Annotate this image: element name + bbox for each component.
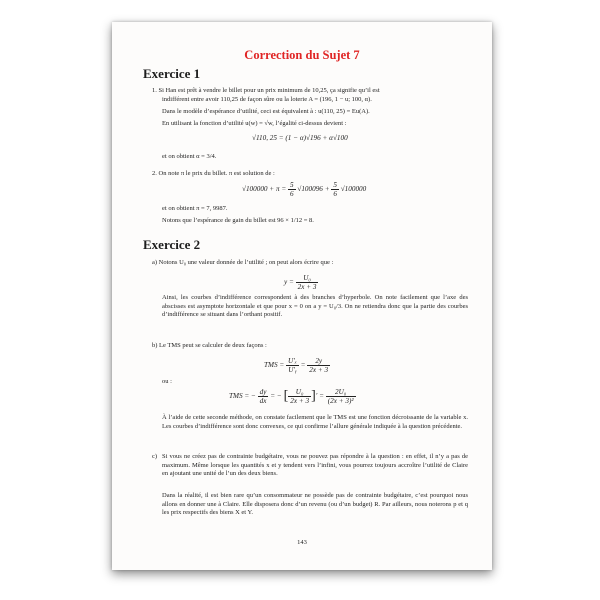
eq3-num: U₀: [296, 274, 319, 283]
eq5-mid: = −: [270, 392, 282, 401]
page-number: 143: [297, 539, 307, 546]
eq2-frac2: [331, 181, 339, 198]
eq5-frac3: [326, 388, 356, 405]
ex2-a-paragraph: Ainsi, les courbes d’indifférence correspondent à des branches d’hyperbole. On note facilement que l’axe des abscisses est asymptote horizontale et que pour x = 0 on a y = U₀/3. On ne retiendra donc que la partie des courbes d’indifférence se situant dans l’orthant positif.: [162, 294, 468, 319]
ex2-a-line1: a) Notons U₀ une valeur donnée de l’utilité ; on peut alors écrire que :: [152, 259, 334, 266]
eq5-frac3-num: 2U₀: [326, 388, 356, 397]
ex1-item1-line3: Dans le modèle d’espérance d’utilité, ceci est équivalent à : u(110, 25) = Eu(A).: [162, 108, 370, 115]
eq2-frac1-den: 6: [290, 190, 294, 198]
ex2-b-paragraph: À l’aide de cette seconde méthode, on constate facilement que le TMS est une fonction décroissante de la variable x. Les courbes d’indifférence sont donc convexes, ce qui confirme l’allure générale indiquée à la question précédente.: [162, 414, 468, 430]
eq3-den: 2x + 3: [297, 283, 317, 291]
eq2-mid: √100096 +: [297, 185, 330, 194]
eq2-right: √100000: [340, 185, 367, 194]
equation-5: [229, 388, 356, 405]
equation-1: √110, 25 = (1 − α)√196 + α√100: [252, 134, 348, 142]
eq5-frac2: [288, 388, 311, 405]
eq4-frac1: [286, 357, 299, 374]
ex1-item2-note: Notons que l’espérance de gain du billet est 96 × 1/12 = 8.: [162, 217, 314, 224]
page-title: Correction du Sujet 7: [244, 48, 360, 62]
ex1-item1-line2: indifférent entre avoir 110,25 de façon sûre ou la loterie A = (196, 1 − u; 100, α).: [162, 96, 372, 103]
ex1-item1-line4: En utilisant la fonction d’utilité u(w) = √w, l’égalité ci-dessus devient :: [162, 120, 347, 127]
ex1-item1-line1: 1. Si Han est prêt à vendre le billet pour un prix minimum de 10,25, ça signifie qu’il est: [152, 87, 380, 94]
ex2-b-ou: ou :: [162, 378, 172, 385]
eq4-left: TMS =: [264, 361, 285, 370]
exercice-1-heading: Exercice 1: [143, 66, 201, 81]
equation-4: [264, 357, 330, 374]
eq3-left: y =: [284, 278, 294, 287]
eq2-left: √100000 + π =: [242, 185, 287, 194]
eq5-bracket-close: ]: [311, 388, 316, 404]
eq5-frac1-den: dx: [259, 397, 267, 405]
eq5-frac3-den: (2x + 3)²: [327, 397, 354, 405]
eq2-frac2-den: 6: [333, 190, 337, 198]
eq5-frac1-num: dy: [259, 388, 267, 396]
eq4-frac1-den: U′ᵧ: [288, 366, 297, 374]
eq2-frac2-num: 5: [333, 181, 337, 189]
ex2-b-line1: b) Le TMS peut se calculer de deux façons :: [152, 342, 267, 349]
eq3-frac: [296, 274, 319, 291]
ex1-item2-line1: 2. On note π le prix du billet. π est solution de :: [152, 170, 275, 177]
eq4-frac1-num: U′ₓ: [288, 357, 297, 365]
equation-3: [284, 274, 318, 291]
eq5-prime: ′ =: [315, 392, 324, 401]
equation-2: [242, 181, 366, 198]
eq2-frac1-num: 5: [290, 181, 294, 189]
ex2-c-paragraph-1: Si vous ne créez pas de contrainte budgétaire, vous ne pouvez pas répondre à la question : en effet, il n’y a pas de maximum. Même lorsque les quantités x et y tendent vers l’infini, vous pourrez toujours accroître l’utilité de Claire en ajoutant une unité de l’un des deux biens.: [162, 453, 468, 478]
ex1-item2-result: et on obtient π = 7, 9987.: [162, 205, 228, 212]
ex1-item1-result: et on obtient α = 3/4.: [162, 153, 217, 160]
eq4-frac2-num: 2y: [307, 357, 330, 366]
ex2-c-label: c): [152, 453, 158, 460]
eq4-frac2-den: 2x + 3: [309, 366, 329, 374]
eq5-frac1: [258, 388, 269, 405]
eq5-left: TMS = −: [229, 392, 256, 401]
document-page: [112, 22, 492, 570]
eq5-frac2-den: 2x + 3: [290, 397, 310, 405]
exercice-2-heading: Exercice 2: [143, 237, 201, 252]
eq4-frac2: [307, 357, 330, 374]
ex2-c-paragraph-2: Dans la réalité, il est bien rare qu’un consommateur ne possède pas de contrainte budgétaire, c’est pourquoi nous allons en donner une à Claire. Elle disposera donc d’un revenu (ou d’un budget) R. Par ailleurs, nous noterons p et q les prix respectifs des biens X et Y.: [162, 492, 468, 517]
eq5-frac2-num: U₀: [288, 388, 311, 397]
eq4-mid: =: [300, 361, 306, 370]
eq2-frac1: [288, 181, 296, 198]
eq5-bracket-open: [: [283, 388, 289, 404]
